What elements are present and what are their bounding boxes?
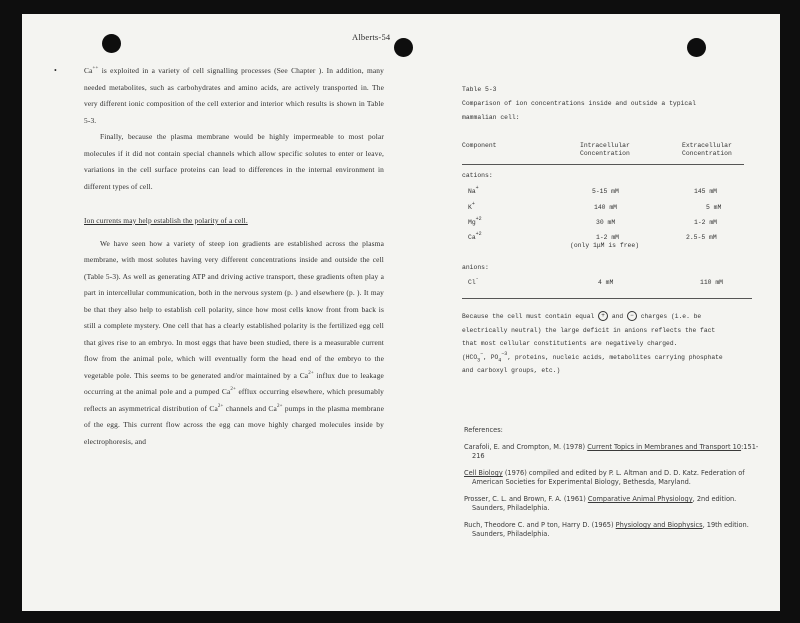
- document-page: Alberts-54 • Ca++ is exploited in a variety of cell signalling processes (See Chapter ). In addition, many needed metabolites, such as carbohydrates and amino acids, are actively transported in. The very different ionic composition of the cell exterior and interior which results is shown in Table 5-3. Finally, because the plasma membrane would be highly impermeable to most polar molecules if it did not contain special channels which allow specific solutes to enter or leave, variations in the cell surface proteins can lead to differences in the internal environment in different types of cell. Ion currents may help establish the polarity of a cell. We have seen how a variety of steep ion gradients are established across the plasma membrane, with most solutes having very different concentrations inside and outside the cell (Table 5-3). As well as generating ATP and driving active transport, these gradients often play a part in intercellular communication, both in the nervous system (p. ) and elsewhere (p. ). It may be that they also help to establish cell polarity, since how most cells know front from back is still a complete mystery. One cell that has a clearly established polarity is the fertilized egg cell that gives rise to an embryo. In most eggs that have been studied, there is a measurable current flow from the animal pole, which will eventually form the head end of the embryo to the vegetable pole. This seems to be generated and/or maintained by a $Ca^{2+}$ influx due to leakage occurring at the animal pole and a pumped $Ca^{2+}$ efflux occurring elsewhere, which presumably reflects an asymmetrical distribution of $Ca^{2+}$ channels and $Ca^{2+}$ pumps in the plasma membrane of the egg. This current flow across the egg can move highly charged molecules inside by electrophoresis, and Table 5-3 Comparison of ion concentrations inside and outside a typical mammalian cell: Component Intracellular Concentration Extracellular Concentration cations: Na+ 5-15 mM 145 mM K+ 140 mM 5 mM $Mg^{+2}$ 30 mM 1-2 mM $Ca^{+2}$ 1-2 mM 2.5-5 mM (only 1μM is free) anions: Cl- 4 mM 110 mM Because the cell must contain equal + and − charges (i.e. be electrically neutral) the large deficit in anions reflects the fact that most cellular constitutients are negatively charged. ($HCO_3^-$, $PO_4^{-3}$, proteins, nucleic acids, metabolites carrying phosphate and carboxyl groups, etc.) References: Carafoli, E. and Crompton, M. (1978) Current Topics in Membranes and Transport 10:151-216 Cell Biology (1976) compiled and edited by P. L. Altman and D. D. Katz. Federation of American Societies for Experimental Biology, Bethesda, Maryland. Prosser, C. L. and Brown, F. A. (1961) Comparative Animal Physiology, 2nd edition. Saunders, Philadelphia. Ruch, Theodore C. and P ton, Harry D. (1965) Physiology and Biophysics, 19th edition. Saunders, Philadelphia.: [22, 14, 780, 611]
- table-footnote: Because the cell must contain equal + and − charges (i.e. be electrically neutral) the large deficit in anions reflects the fact that most cellular constitutients are negatively charged. ($HCO_3^-$, $PO_4^{-3}$, proteins, nucleic acids, metabolites carrying phosphate and carboxyl groups, etc.): [462, 312, 723, 374]
- header-extracellular: Extracellular: [682, 142, 732, 149]
- table-caption-line-2: mammalian cell:: [462, 114, 520, 121]
- header-rule: [462, 164, 744, 165]
- reference-item: Prosser, C. L. and Brown, F. A. (1961) Comparative Animal Physiology, 2nd edition. Saunders, Philadelphia.: [464, 495, 737, 512]
- reference-item: Cell Biology (1976) compiled and edited by P. L. Altman and D. D. Katz. Federation of American Societies for Experimental Biology, Bethesda, Maryland.: [464, 469, 745, 486]
- paragraph-3: We have seen how a variety of steep ion gradients are established across the plasma membrane, with most solutes having very different concentrations inside and outside the cell (Table 5-3). As well as generating ATP and driving active transport, these gradients often play a part in intercellular communication, both in the nervous system (p. ) and elsewhere (p. ). It may be that they also help to establish cell polarity, since how most cells know front from back is still a complete mystery. One cell that has a clearly established polarity is the fertilized egg cell that gives rise to an embryo. In most eggs that have been studied, there is a measurable current flow from the animal pole, which will eventually form the head end of the embryo to the vegetable pole. This seems to be generated and/or maintained by a $Ca^{2+}$ influx due to leakage occurring at the animal pole and a pumped $Ca^{2+}$ efflux occurring elsewhere, which presumably reflects an asymmetrical distribution of $Ca^{2+}$ channels and $Ca^{2+}$ pumps in the plasma membrane of the egg. This current flow across the egg can move highly charged molecules inside by electrophoresis, and: [84, 238, 385, 446]
- table-caption-line-1: Comparison of ion concentrations inside and outside a typical: [462, 100, 696, 107]
- reference-item: Carafoli, E. and Crompton, M. (1978) Current Topics in Membranes and Transport 10:151-216: [464, 443, 759, 460]
- bottom-rule: [462, 298, 752, 299]
- references-heading: References:: [464, 426, 503, 434]
- paragraph-2: Finally, because the plasma membrane would be highly impermeable to most polar molecules if it did not contain special channels which allow specific solutes to enter or leave, variations in the cell surface proteins can lead to differences in the internal environment in different types of cell.: [84, 132, 384, 191]
- anions-label: anions:: [462, 264, 489, 271]
- header-intracellular: Intracellular: [580, 142, 630, 149]
- header-component: Component: [462, 142, 497, 149]
- minus-circle-icon: −: [627, 311, 637, 321]
- plus-circle-icon: +: [598, 311, 608, 321]
- punch-hole-center: [394, 38, 413, 57]
- punch-hole-right: [687, 38, 706, 57]
- paragraph-1: Ca++ is exploited in a variety of cell signalling processes (See Chapter ). In addition, many needed metabolites, such as carbohydrates and amino acids, are actively transported in. The very different ionic composition of the cell exterior and interior which results is shown in Table 5-3.: [84, 66, 384, 125]
- page-number: Alberts-54: [352, 32, 391, 42]
- references-section: [464, 426, 764, 539]
- calcium-note: (only 1μM is free): [570, 242, 640, 249]
- header-intracellular-2: Concentration: [580, 150, 630, 157]
- margin-bullet: •: [54, 66, 57, 75]
- cations-label: cations:: [462, 172, 493, 179]
- table-number: Table 5-3: [462, 86, 497, 93]
- punch-hole-left: [102, 34, 121, 53]
- left-column-text: [54, 63, 385, 450]
- reference-item: Ruch, Theodore C. and P ton, Harry D. (1965) Physiology and Biophysics, 19th edition. Saunders, Philadelphia.: [464, 521, 749, 538]
- header-extracellular-2: Concentration: [682, 150, 732, 157]
- section-heading: Ion currents may help establish the polarity of a cell.: [84, 216, 248, 225]
